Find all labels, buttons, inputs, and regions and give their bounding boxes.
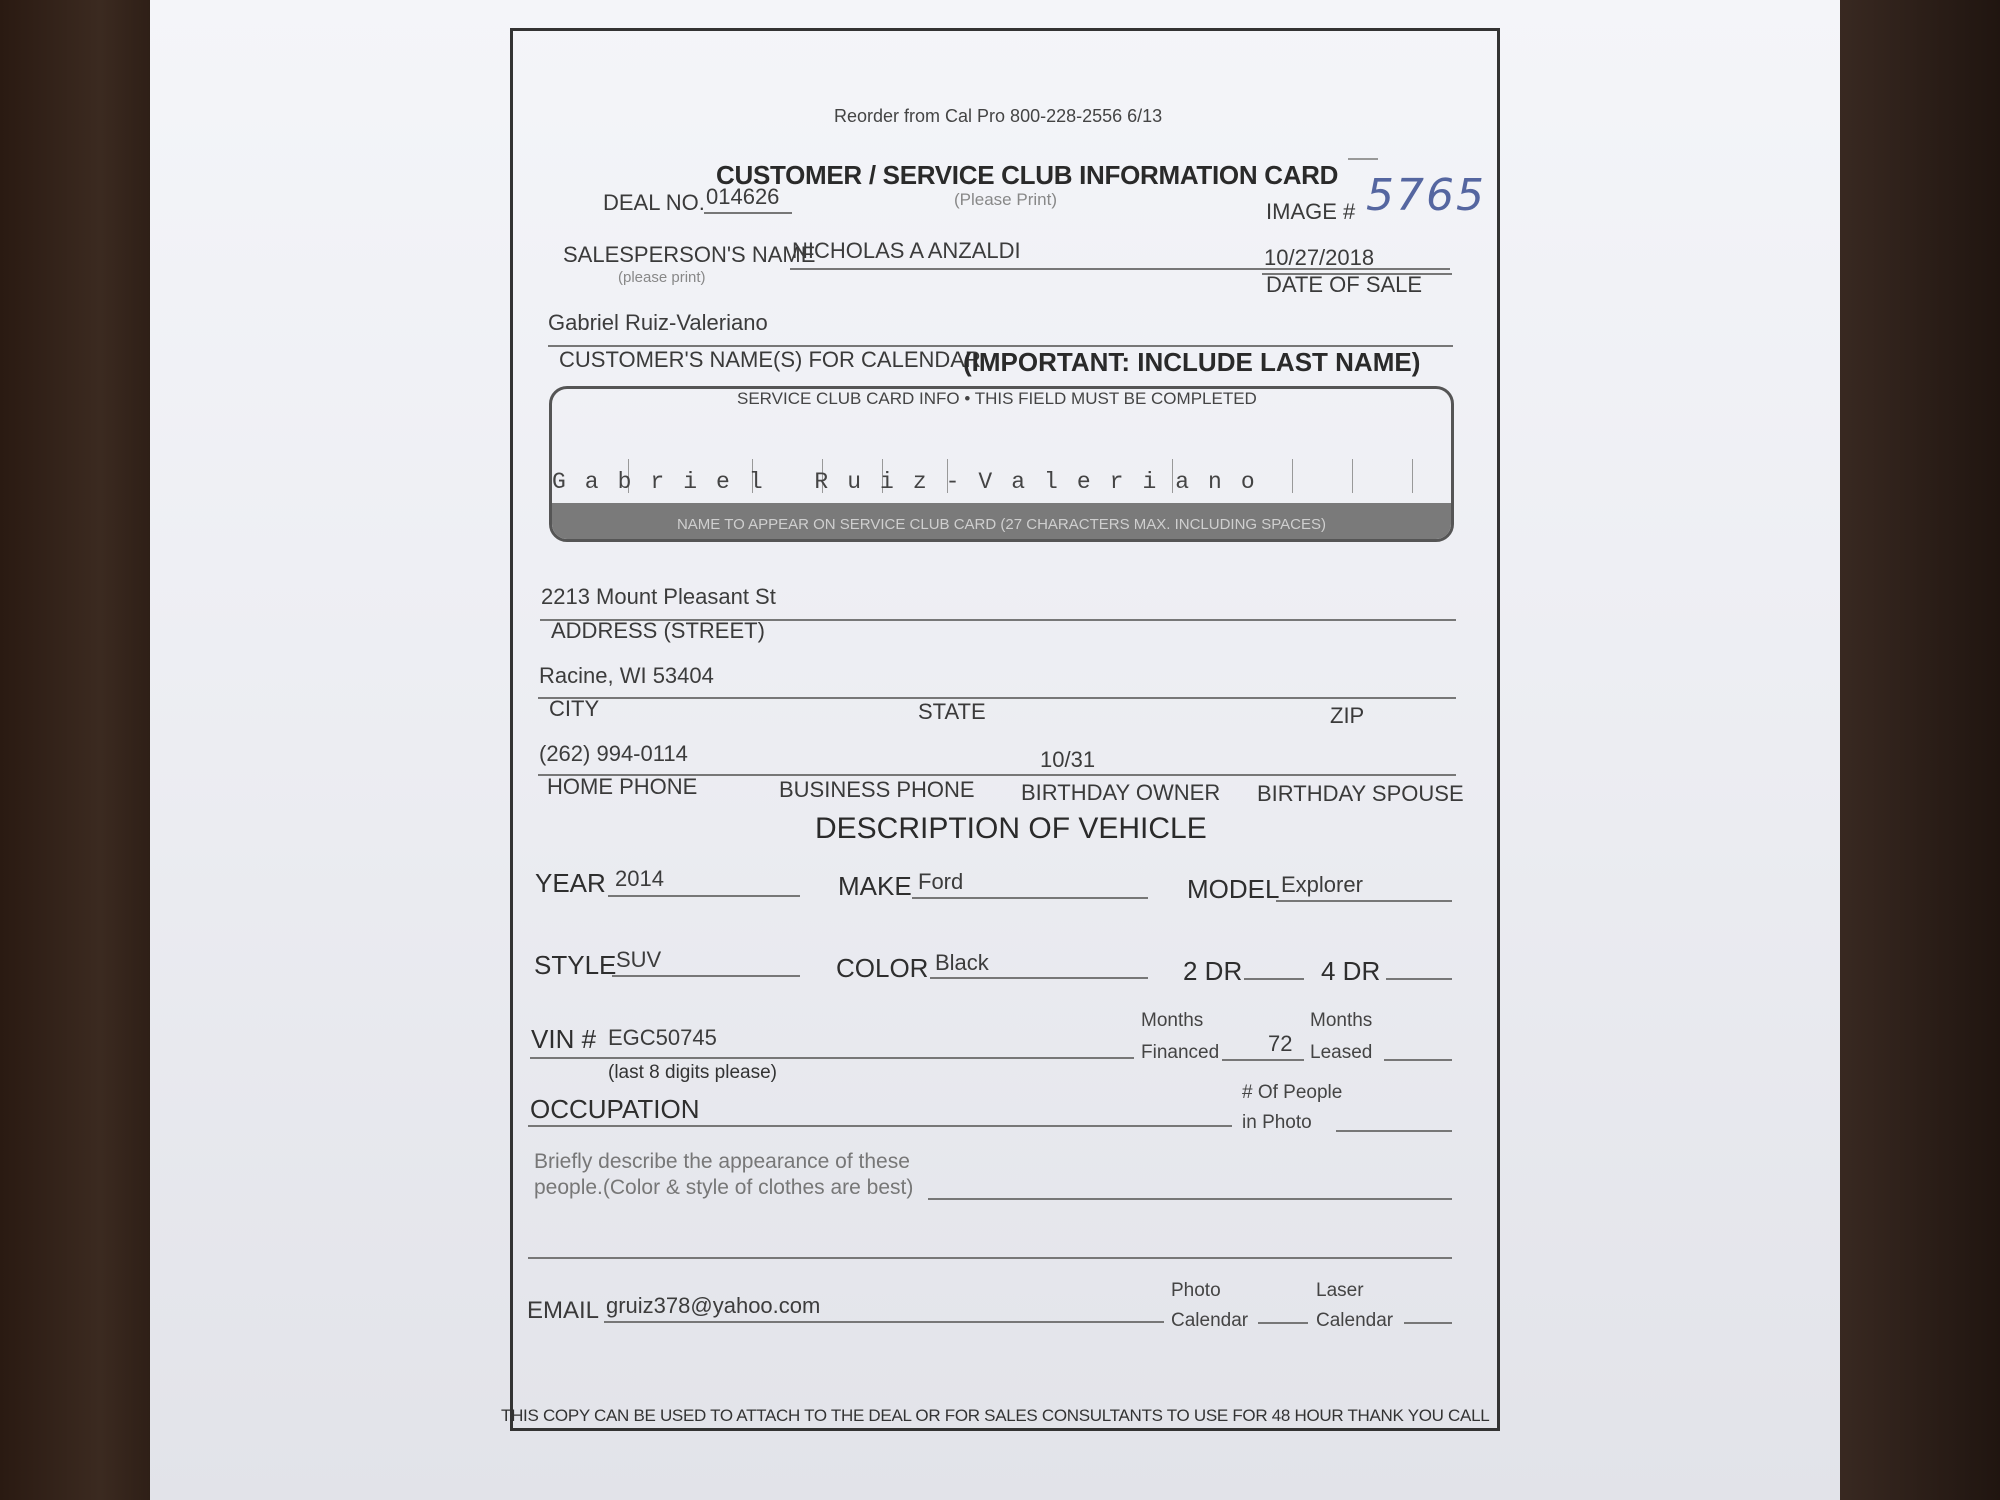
months-financed-value: 72 — [1268, 1031, 1293, 1056]
deal-value: 014626 — [706, 184, 780, 209]
two-door-label: 2 DR — [1183, 956, 1243, 986]
laser-label: Laser — [1316, 1280, 1364, 1301]
customer-name-label: CUSTOMER'S NAME(S) FOR CALENDAR — [559, 347, 981, 372]
people-label-1: # Of People — [1242, 1082, 1343, 1103]
deal-label: DEAL NO. — [603, 190, 705, 215]
year-label: YEAR — [535, 868, 606, 898]
occupation-label: OCCUPATION — [530, 1094, 700, 1124]
leased-line — [1384, 1059, 1452, 1061]
home-phone-value: (262) 994-0114 — [539, 741, 688, 766]
laser-calendar-label: Calendar — [1316, 1310, 1394, 1331]
birthday-owner-value: 10/31 — [1040, 747, 1096, 772]
vehicle-heading: DESCRIPTION OF VEHICLE — [815, 812, 1207, 845]
photo-calendar-line — [1258, 1322, 1308, 1324]
city-label: CITY — [549, 696, 600, 721]
describe-line-1 — [928, 1198, 1452, 1200]
people-line — [1336, 1130, 1452, 1132]
model-value: Explorer — [1281, 872, 1363, 897]
business-phone-label: BUSINESS PHONE — [779, 777, 975, 802]
email-value: gruiz378@yahoo.com — [606, 1293, 821, 1318]
city-value: Racine, WI 53404 — [539, 663, 714, 688]
email-line — [604, 1321, 1164, 1323]
months-leased-label-1: Months — [1310, 1010, 1373, 1031]
color-label: COLOR — [836, 953, 929, 983]
address-label: ADDRESS (STREET) — [551, 618, 765, 643]
two-door-line — [1244, 978, 1304, 980]
financed-line — [1222, 1059, 1304, 1061]
important-note: (IMPORTANT: INCLUDE LAST NAME) — [963, 347, 1421, 377]
style-line — [612, 975, 800, 977]
birthday-spouse-label: BIRTHDAY SPOUSE — [1257, 781, 1464, 806]
photo-calendar-label: Calendar — [1171, 1310, 1249, 1331]
address-value: 2213 Mount Pleasant St — [541, 584, 776, 609]
people-label-2: in Photo — [1242, 1112, 1312, 1133]
style-label: STYLE — [534, 950, 617, 980]
date-of-sale-label: DATE OF SALE — [1266, 272, 1423, 297]
months-financed-label-1: Months — [1141, 1010, 1204, 1031]
vin-label: VIN # — [531, 1024, 597, 1054]
model-line — [1276, 900, 1452, 902]
months-financed-label-2: Financed — [1141, 1042, 1220, 1063]
color-value: Black — [935, 950, 989, 975]
footer-text: THIS COPY CAN BE USED TO ATTACH TO THE DEAL OR FOR SALES CONSULTANTS TO USE FOR 48 HOUR THANK YOU CALL — [501, 1406, 1490, 1425]
image-tick — [1348, 158, 1378, 160]
email-label: EMAIL — [527, 1297, 600, 1324]
make-line — [912, 897, 1148, 899]
four-door-label: 4 DR — [1321, 956, 1381, 986]
months-leased-label-2: Leased — [1310, 1042, 1373, 1063]
vin-value: EGC50745 — [608, 1025, 717, 1050]
photo-label: Photo — [1171, 1280, 1221, 1301]
year-line — [608, 895, 800, 897]
style-value: SUV — [616, 947, 662, 972]
char-tick — [1352, 459, 1353, 493]
state-label: STATE — [918, 699, 986, 724]
make-label: MAKE — [838, 871, 912, 901]
salesperson-sub: (please print) — [618, 269, 706, 286]
describe-text-2: people.(Color & style of clothes are best) — [534, 1176, 914, 1199]
four-door-line — [1386, 978, 1452, 980]
occupation-line — [528, 1125, 1232, 1127]
zip-label: ZIP — [1330, 703, 1365, 728]
service-club-band-text: NAME TO APPEAR ON SERVICE CLUB CARD (27 CHARACTERS MAX. INCLUDING SPACES) — [676, 516, 1327, 533]
char-tick — [1292, 459, 1293, 493]
salesperson-value: NICHOLAS A ANZALDI — [792, 238, 1021, 263]
reorder-text: Reorder from Cal Pro 800-228-2556 6/13 — [834, 106, 1163, 126]
describe-line-2 — [528, 1257, 1452, 1259]
home-phone-label: HOME PHONE — [547, 774, 698, 799]
image-number-handwritten: 5765 — [1366, 170, 1486, 221]
deal-line — [704, 212, 792, 214]
color-line — [930, 977, 1148, 979]
background-right — [1830, 0, 2000, 1500]
date-of-sale-value: 10/27/2018 — [1264, 245, 1375, 270]
make-value: Ford — [918, 869, 964, 894]
please-print-note: (Please Print) — [954, 190, 1057, 209]
service-club-heading: SERVICE CLUB CARD INFO • THIS FIELD MUST BE COMPLETED — [737, 389, 1257, 408]
form-title: CUSTOMER / SERVICE CLUB INFORMATION CARD — [716, 160, 1339, 190]
salesperson-label: SALESPERSON'S NAME — [563, 242, 816, 267]
service-club-box — [549, 386, 1454, 542]
vin-sub: (last 8 digits please) — [608, 1062, 777, 1083]
city-line — [538, 697, 1456, 699]
customer-name-value: Gabriel Ruiz-Valeriano — [548, 310, 768, 335]
char-tick — [1412, 459, 1413, 493]
birthday-owner-label: BIRTHDAY OWNER — [1021, 780, 1221, 805]
model-label: MODEL — [1187, 874, 1280, 904]
describe-text-1: Briefly describe the appearance of these — [534, 1150, 910, 1173]
image-label: IMAGE # — [1266, 199, 1356, 224]
vin-line — [530, 1057, 1134, 1059]
year-value: 2014 — [615, 866, 664, 891]
service-club-name: Gabriel Ruiz-Valeriano — [552, 469, 1274, 495]
laser-calendar-line — [1404, 1322, 1452, 1324]
